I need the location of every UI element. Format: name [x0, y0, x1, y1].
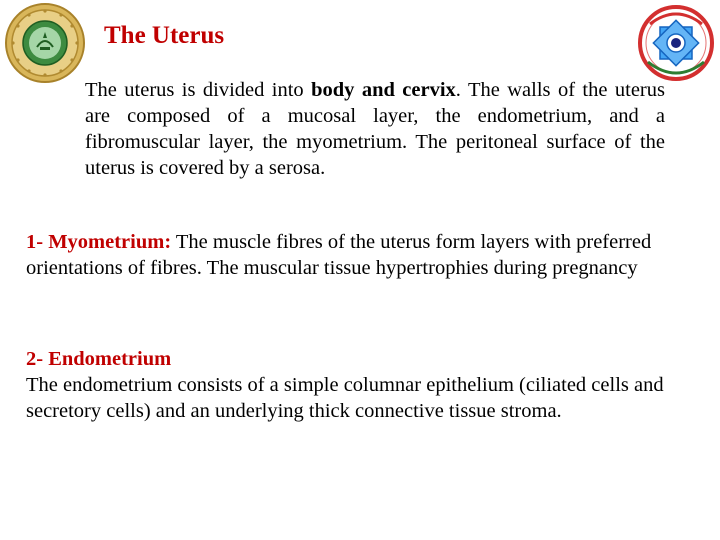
myometrium-section	[26, 229, 696, 281]
intro-bold-text: body and cervix	[311, 79, 456, 101]
university-seal-icon	[4, 2, 86, 84]
slide-title: The Uterus	[104, 22, 225, 49]
myometrium-heading: 1- Myometrium:	[26, 231, 172, 253]
college-emblem-icon	[636, 2, 716, 82]
endometrium-text: The endometrium consists of a simple columnar epithelium (ciliated cells and secretory cells) and an underlying thick connective tissue stroma.	[26, 374, 664, 422]
intro-paragraph	[85, 77, 665, 181]
myometrium-text: The muscle fibres of the uterus form layers with preferred orientations of fibres. The muscular tissue hypertrophies during pregnancy	[26, 231, 652, 279]
endometrium-heading: 2- Endometrium	[26, 348, 172, 370]
endometrium-section	[26, 346, 696, 424]
intro-text-end: . The walls of the uterus are composed of a mucosal layer, the endometrium, and a fibromuscular layer, the myometrium. The peritoneal surface of the uterus is covered by a serosa.	[85, 79, 665, 179]
intro-text-start: The uterus is divided into	[85, 79, 312, 101]
